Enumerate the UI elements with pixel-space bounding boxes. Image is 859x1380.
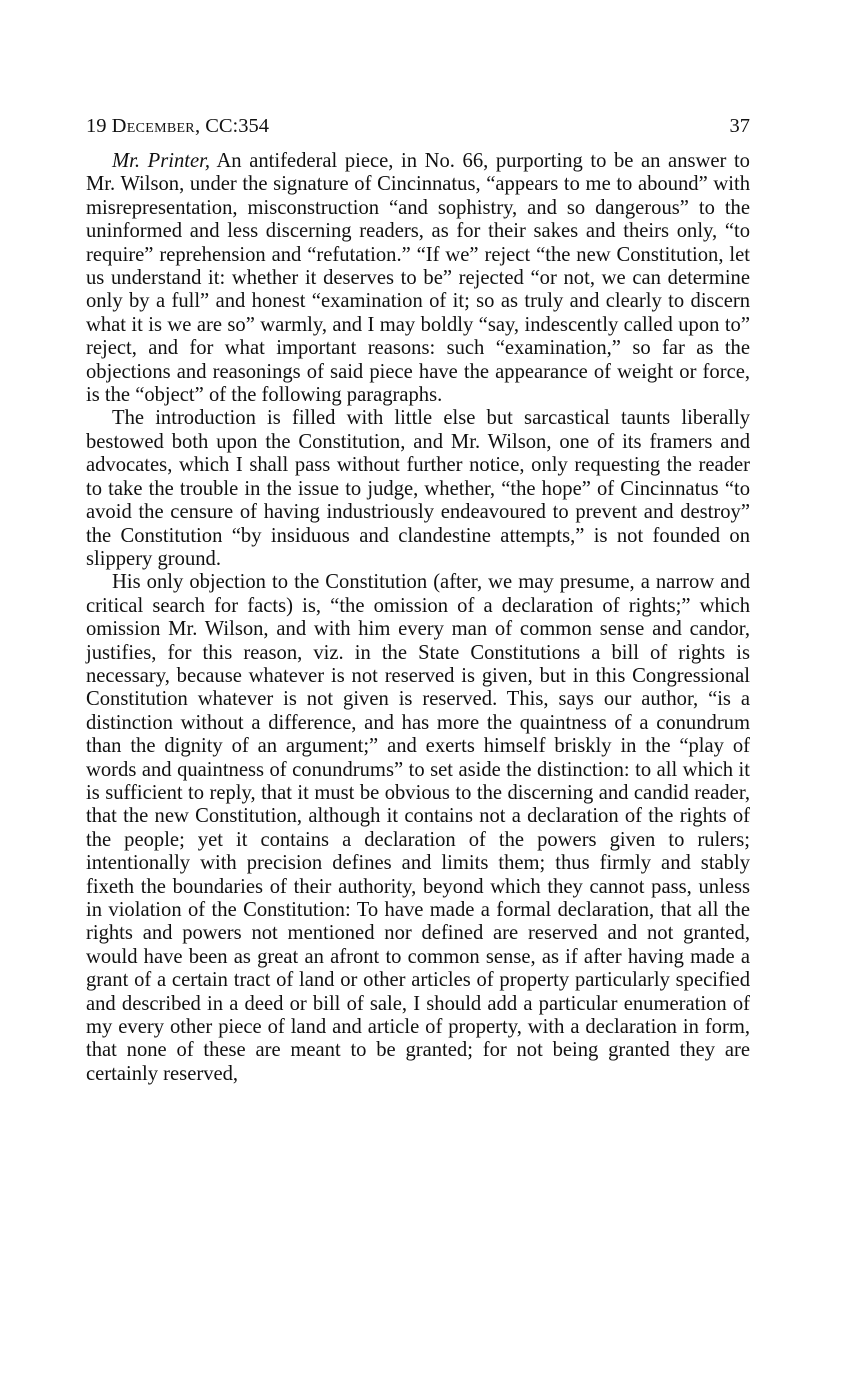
document-page — [86, 112, 750, 1086]
page-number: 37 — [729, 115, 750, 137]
paragraph-3: His only objection to the Constitution (after, we may presume, a narrow and critical search for facts) is, “the omission of a declaration of rights;” which omission Mr. Wilson, and with him every man of common sense and candor, justifies, for this reason, viz. in the State Constitutions a bill of rights is necessary, because whatever is not reserved is given, but in this Congressional Constitution whatever is not given is reserved. This, says our author, “is a distinction without a difference, and has more the quaintness of a conundrum than the dignity of an argument;” and exerts himself briskly in the “play of words and quaintness of conundrums” to set aside the distinction: to all which it is sufficient to reply, that it must be obvious to the discerning and candid reader, that the new Constitution, although it contains not a declaration of the rights of the people; yet it contains a declaration of the powers given to rulers; intentionally with precision defines and limits them; thus firmly and stably fixeth the boundaries of their authority, beyond which they cannot pass, unless in violation of the Constitution: To have made a formal declaration, that all the rights and powers not mentioned nor defined are reserved and not granted, would have been as great an afront to common sense, as if after having made a grant of a certain tract of land or other articles of property particularly specified and described in a deed or bill of sale, I should add a particular enumeration of my every other piece of land and article of property, with a declaration in form, that none of these are meant to be granted; for not being granted they are certainly reserved, — [86, 571, 750, 1085]
paragraph-1 — [86, 150, 750, 407]
header-month: December — [111, 115, 195, 137]
salutation: Mr. Printer, — [112, 150, 210, 172]
header-document-ref: , CC:354 — [194, 115, 269, 137]
paragraph-1-text: An antifederal piece, in No. 66, purporting to be an answer to Mr. Wilson, under the signature of Cincinnatus, “appears to me to abound” with misrepresentation, misconstruction “and sophistry, and so dangerous” to the uninformed and less discerning readers, as for their sakes and theirs only, “to require” reprehension and “refutation.” “If we” reject “the new Constitution, let us understand it: whether it deserves to be” rejected “or not, we can determine only by a full” and honest “examination of it; so as truly and clearly to discern what it is we are so” warmly, and I may boldly “say, indescently called upon to” reject, and for what important reasons: such “examination,” so far as the objections and reasonings of said piece have the appearance of weight or force, is the “object” of the following paragraphs. — [86, 150, 750, 407]
paragraph-2: The introduction is filled with little else but sarcastical taunts liberally bestowed both upon the Constitution, and Mr. Wilson, one of its framers and advocates, which I shall pass without further notice, only requesting the reader to take the trouble in the issue to judge, whether, “the hope” of Cincinnatus “to avoid the censure of having industriously endeavoured to prevent and destroy” the Constitution “by insiduous and clandestine attempts,” is not founded on slippery ground. — [86, 407, 750, 570]
header-date-number: 19 — [86, 115, 107, 137]
running-header — [86, 112, 750, 140]
header-date-ref — [86, 112, 269, 140]
